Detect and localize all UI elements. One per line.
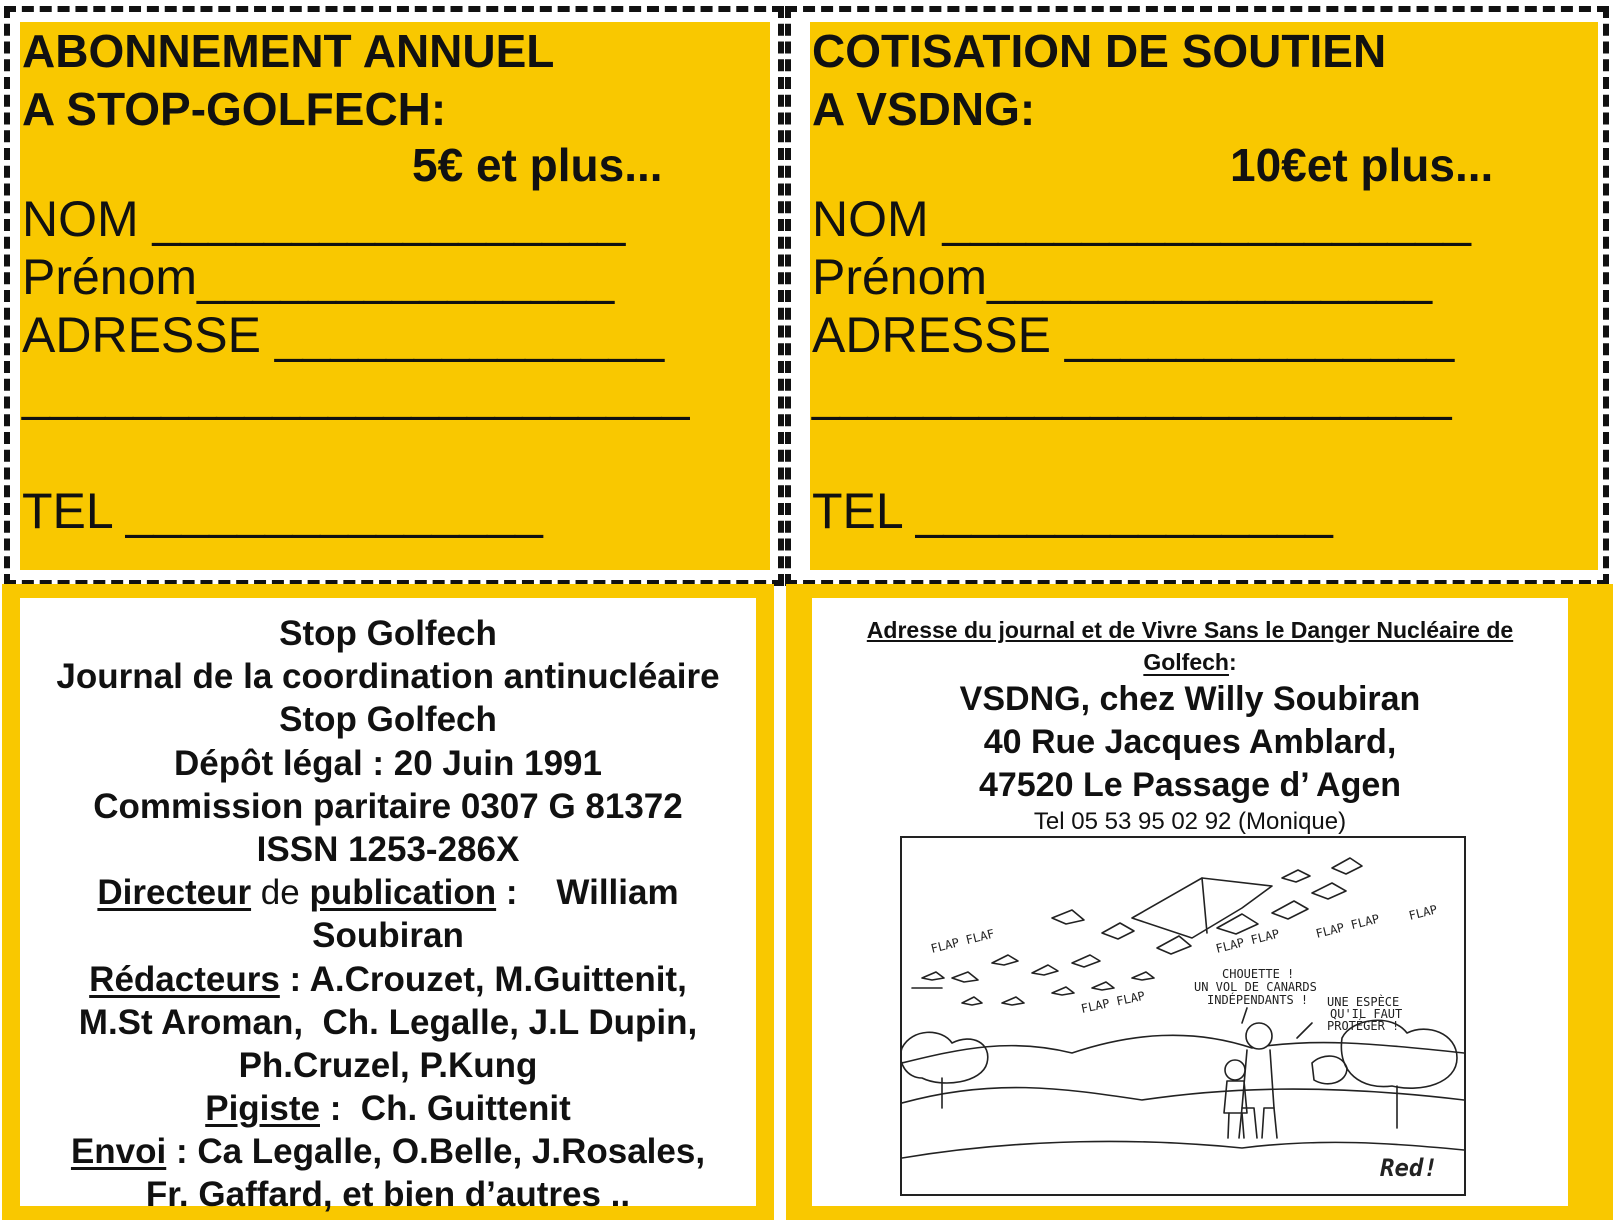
- coupon-price: 10€et plus...: [1230, 139, 1494, 191]
- prenom-field: Prénom_______________: [22, 249, 615, 305]
- coupon-price: 5€ et plus...: [412, 139, 663, 191]
- adresse-field: ADRESSE ______________: [22, 307, 665, 363]
- directeur-line: [20, 871, 756, 914]
- adresse-blank-line: _______________________: [812, 365, 1452, 421]
- coupon-title-line2: A VSDNG:: [812, 83, 1036, 135]
- cartoon-speech1-l3: INDÉPENDANTS !: [1207, 993, 1309, 1007]
- envoi-line: [20, 1130, 756, 1173]
- pigiste-value: : Ch. Guittenit: [319, 1089, 571, 1129]
- redacteurs-label: Rédacteurs: [89, 959, 280, 999]
- adresse-blank-line: ________________________: [22, 365, 690, 421]
- depot-legal: Dépôt légal : 20 Juin 1991: [174, 743, 602, 783]
- subscription-coupon: [20, 22, 770, 570]
- directeur-label: Directeur: [97, 873, 252, 913]
- coupon-title-line2: A STOP-GOLFECH:: [22, 83, 447, 135]
- journal-info-panel: [2, 584, 774, 1220]
- prenom-field: Prénom________________: [812, 249, 1432, 305]
- cartoon-text-flap3: FLAP FLAP: [1214, 926, 1281, 956]
- directeur-de: de: [251, 873, 310, 913]
- directeur-name-2: Soubiran: [312, 916, 464, 956]
- address-heading-colon: :: [1228, 649, 1237, 675]
- cartoon-text-flap4: FLAP: [1407, 902, 1439, 923]
- pigiste-label: Pigiste: [205, 1089, 320, 1129]
- redacteurs-line-2: M.St Aroman, Ch. Legalle, J.L Dupin,: [78, 1002, 698, 1042]
- cartoon-signature: Red!: [1380, 1154, 1438, 1182]
- address-line-3: 47520 Le Passage d’ Agen: [978, 766, 1402, 804]
- cartoon-speech2-l2: QU'IL FAUT: [1330, 1007, 1403, 1021]
- address-heading-2: [812, 646, 1568, 678]
- redacteurs-line: [20, 958, 756, 1001]
- publication-label: publication: [309, 873, 497, 913]
- address-line-2: 40 Rue Jacques Amblard,: [983, 723, 1397, 761]
- address-heading: Adresse du journal et de Vivre Sans le Danger Nucléaire de: [866, 617, 1514, 643]
- issn: ISSN 1253-286X: [256, 829, 520, 869]
- cartoon-text-flap1: FLAP FLAF: [929, 926, 996, 956]
- coupon-title-line1: COTISATION DE SOUTIEN: [812, 25, 1387, 77]
- cartoon-speech2-l1: UNE ESPÈCE: [1327, 995, 1400, 1009]
- redacteurs-line-3: Ph.Cruzel, P.Kung: [238, 1045, 538, 1085]
- address-heading-golfech: Golfech: [1143, 649, 1229, 675]
- commission-paritaire: Commission paritaire 0307 G 81372: [93, 786, 683, 826]
- directeur-value: : William: [496, 873, 679, 913]
- adresse-field: ADRESSE ______________: [812, 307, 1455, 363]
- address-line-1: VSDNG, chez Willy Soubiran: [959, 680, 1421, 718]
- address-panel: [786, 584, 1613, 1220]
- journal-info-box: [20, 598, 756, 1215]
- journal-name: Stop Golfech: [279, 614, 497, 653]
- support-coupon: [810, 22, 1598, 570]
- cartoon-drawing: [902, 838, 1464, 1194]
- journal-subtitle: Journal de la coordination antinucléaire: [56, 657, 720, 697]
- address-box: [812, 598, 1568, 1206]
- cartoon-speech2-l3: PROTÉGER !: [1327, 1019, 1400, 1033]
- cartoon-speech1-l2: UN VOL DE CANARDS: [1194, 980, 1317, 994]
- tel-field: TEL _______________: [812, 483, 1333, 539]
- nom-field: NOM ___________________: [812, 191, 1471, 247]
- cartoon-text-flap2: FLAP FLAP: [1079, 988, 1147, 1016]
- tel-field: TEL _______________: [22, 483, 543, 539]
- coupon-title-line1: ABONNEMENT ANNUEL: [22, 25, 555, 77]
- contact-telephone: Tel 05 53 95 02 92 (Monique): [1033, 808, 1347, 835]
- journal-name-2: Stop Golfech: [279, 700, 497, 740]
- cartoon-speech1-l1: CHOUETTE !: [1222, 967, 1295, 981]
- pigiste-line: [20, 1087, 756, 1130]
- redacteurs-value: : A.Crouzet, M.Guittenit,: [279, 959, 687, 999]
- envoi-value: : Ca Legalle, O.Belle, J.Rosales,: [166, 1132, 706, 1172]
- cartoon-text-flap5: FLAP FLAP: [1314, 911, 1381, 941]
- envoi-label: Envoi: [70, 1132, 167, 1172]
- envoi-line-2: Fr. Gaffard, et bien d’autres ..: [145, 1175, 631, 1215]
- cartoon-image: [900, 836, 1466, 1196]
- nom-field: NOM _________________: [22, 191, 626, 247]
